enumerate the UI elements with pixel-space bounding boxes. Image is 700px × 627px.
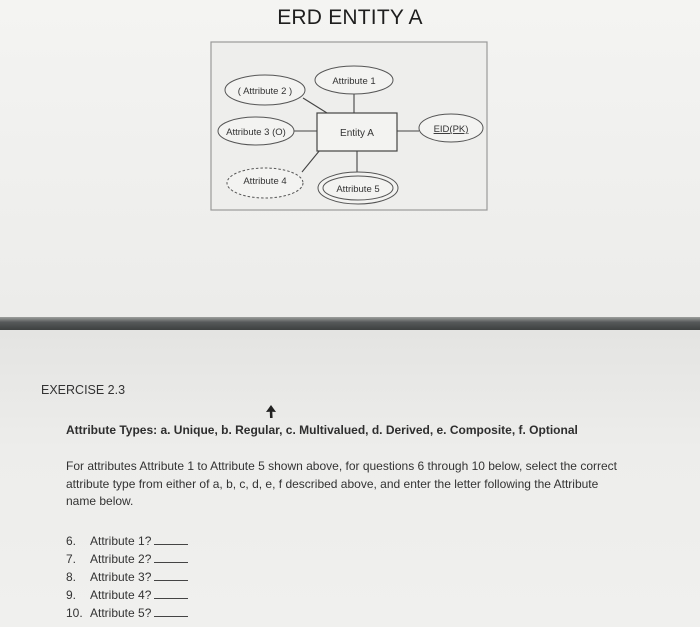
answer-blank[interactable] [154,534,188,545]
attribute-4-label: Attribute 4 [243,176,287,187]
answer-blank[interactable] [154,552,188,563]
question-number: 7. [66,552,77,566]
exercise-heading: EXERCISE 2.3 [41,383,126,397]
question-list [66,534,188,624]
question-item [66,570,188,588]
mouse-pointer-icon [264,404,278,420]
attribute-1-label: Attribute 1 [332,76,376,87]
question-number: 6. [66,534,77,548]
question-text: Attribute 4? [90,588,152,602]
question-item [66,606,188,624]
question-number: 10. [66,606,83,620]
page-title: ERD ENTITY A [277,6,423,29]
instructions-paragraph: For attributes Attribute 1 to Attribute 5 shown above, for questions 6 through 10 below, select the correct attribute type from either of a, b, c, d, e, f described above, and enter the letter following the Attribute name below. [66,459,617,508]
question-item [66,552,188,570]
question-text: Attribute 1? [90,534,152,548]
question-text: Attribute 5? [90,606,152,620]
question-item [66,534,188,552]
eid-label: EID(PK) [433,124,469,135]
attribute-5-label: Attribute 5 [336,184,380,195]
answer-blank[interactable] [154,606,188,617]
attribute-2-label: ( Attribute 2 ) [237,86,293,97]
attribute-types-line: Attribute Types: a. Unique, b. Regular, c. Multivalued, d. Derived, e. Composite, f. Optional [66,423,578,437]
question-item [66,588,188,606]
question-number: 8. [66,570,77,584]
question-text: Attribute 3? [90,570,152,584]
question-number: 9. [66,588,77,602]
page-divider [0,317,700,330]
answer-blank[interactable] [154,570,188,581]
question-text: Attribute 2? [90,552,152,566]
attribute-3-label: Attribute 3 (O) [226,127,286,138]
entity-label: Entity A [340,128,374,139]
answer-blank[interactable] [154,588,188,599]
